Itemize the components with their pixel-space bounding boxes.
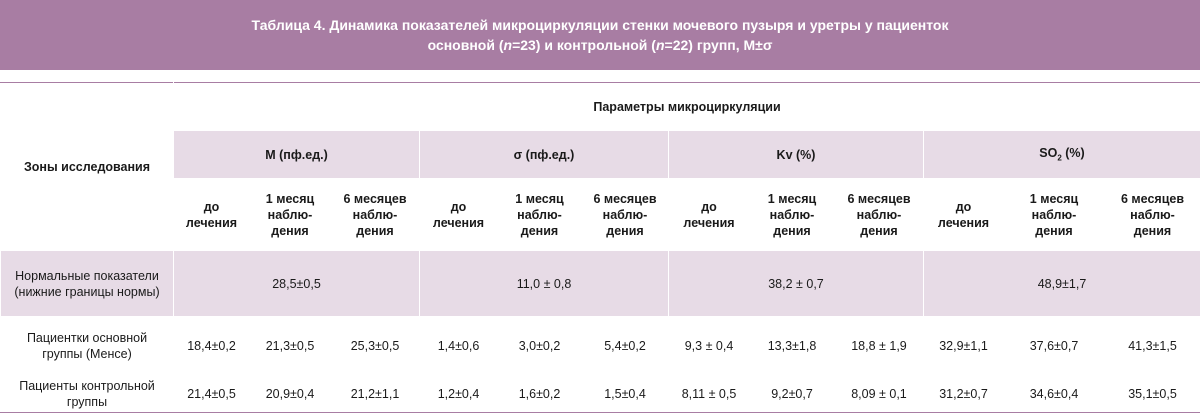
- cell-control-group: 8,11 ± 0,5: [669, 375, 750, 413]
- subheader-month1: 1 месяц наблю- дения: [250, 179, 331, 251]
- subheader-month1: 1 месяц наблю- дения: [750, 179, 835, 251]
- cell-control-group: 1,2±0,4: [420, 375, 498, 413]
- subheader-month6: 6 месяцев наблю- дения: [835, 179, 924, 251]
- cell-main-group: 18,4±0,2: [174, 317, 250, 375]
- params-header: Параметры микроциркуляции: [174, 83, 1200, 131]
- cell-main-group: 3,0±0,2: [498, 317, 582, 375]
- group-header-m: M (пф.ед.): [174, 131, 420, 179]
- cell-main-group: 1,4±0,6: [420, 317, 498, 375]
- table-title: [0, 0, 1200, 70]
- cell-control-group: 21,2±1,1: [331, 375, 420, 413]
- cell-main-group: 37,6±0,7: [1004, 317, 1105, 375]
- norm-value-m: 28,5±0,5: [174, 251, 420, 317]
- subheader-before: до лечения: [669, 179, 750, 251]
- group-header-sigma: σ (пф.ед.): [420, 131, 669, 179]
- cell-main-group: 25,3±0,5: [331, 317, 420, 375]
- cell-control-group: 9,2±0,7: [750, 375, 835, 413]
- cell-main-group: 9,3 ± 0,4: [669, 317, 750, 375]
- subheader-month6: 6 месяцев наблю- дения: [1105, 179, 1200, 251]
- cell-control-group: 1,5±0,4: [582, 375, 669, 413]
- cell-main-group: 21,3±0,5: [250, 317, 331, 375]
- zone-header: Зоны исследования: [1, 83, 174, 251]
- subheader-month6: 6 месяцев наблю- дения: [582, 179, 669, 251]
- title-line-1: Таблица 4. Динамика показателей микроциркуляции стенки мочевого пузыря и уретры у пациенток: [251, 17, 949, 33]
- cell-control-group: 20,9±0,4: [250, 375, 331, 413]
- group-header-kv: Kv (%): [669, 131, 924, 179]
- subheader-month6: 6 месяцев наблю- дения: [331, 179, 420, 251]
- cell-control-group: 1,6±0,2: [498, 375, 582, 413]
- norm-value-kv: 38,2 ± 0,7: [669, 251, 924, 317]
- subheader-before: до лечения: [924, 179, 1004, 251]
- cell-control-group: 31,2±0,7: [924, 375, 1004, 413]
- subheader-before: до лечения: [174, 179, 250, 251]
- subheader-month1: 1 месяц наблю- дения: [1004, 179, 1105, 251]
- cell-control-group: 8,09 ± 0,1: [835, 375, 924, 413]
- microcirculation-table: [0, 82, 1200, 413]
- title-line-2: основной (n=23) и контрольной (n=22) групп, M±σ: [427, 37, 773, 53]
- subheader-month1: 1 месяц наблю- дения: [498, 179, 582, 251]
- norm-value-sigma: 11,0 ± 0,8: [420, 251, 669, 317]
- row-label-norm: Нормальные показатели (нижние границы нормы): [1, 251, 174, 317]
- cell-main-group: 41,3±1,5: [1105, 317, 1200, 375]
- cell-main-group: 5,4±0,2: [582, 317, 669, 375]
- row-label-control-group: Пациенты контрольной группы: [1, 375, 174, 413]
- cell-control-group: 21,4±0,5: [174, 375, 250, 413]
- cell-main-group: 32,9±1,1: [924, 317, 1004, 375]
- subheader-before: до лечения: [420, 179, 498, 251]
- cell-control-group: 34,6±0,4: [1004, 375, 1105, 413]
- cell-control-group: 35,1±0,5: [1105, 375, 1200, 413]
- cell-main-group: 13,3±1,8: [750, 317, 835, 375]
- cell-main-group: 18,8 ± 1,9: [835, 317, 924, 375]
- norm-value-so2: 48,9±1,7: [924, 251, 1200, 317]
- row-label-main-group: Пациентки основной группы (Менсе): [1, 317, 174, 375]
- group-header-so2: $SO_2$ (%): [924, 131, 1200, 179]
